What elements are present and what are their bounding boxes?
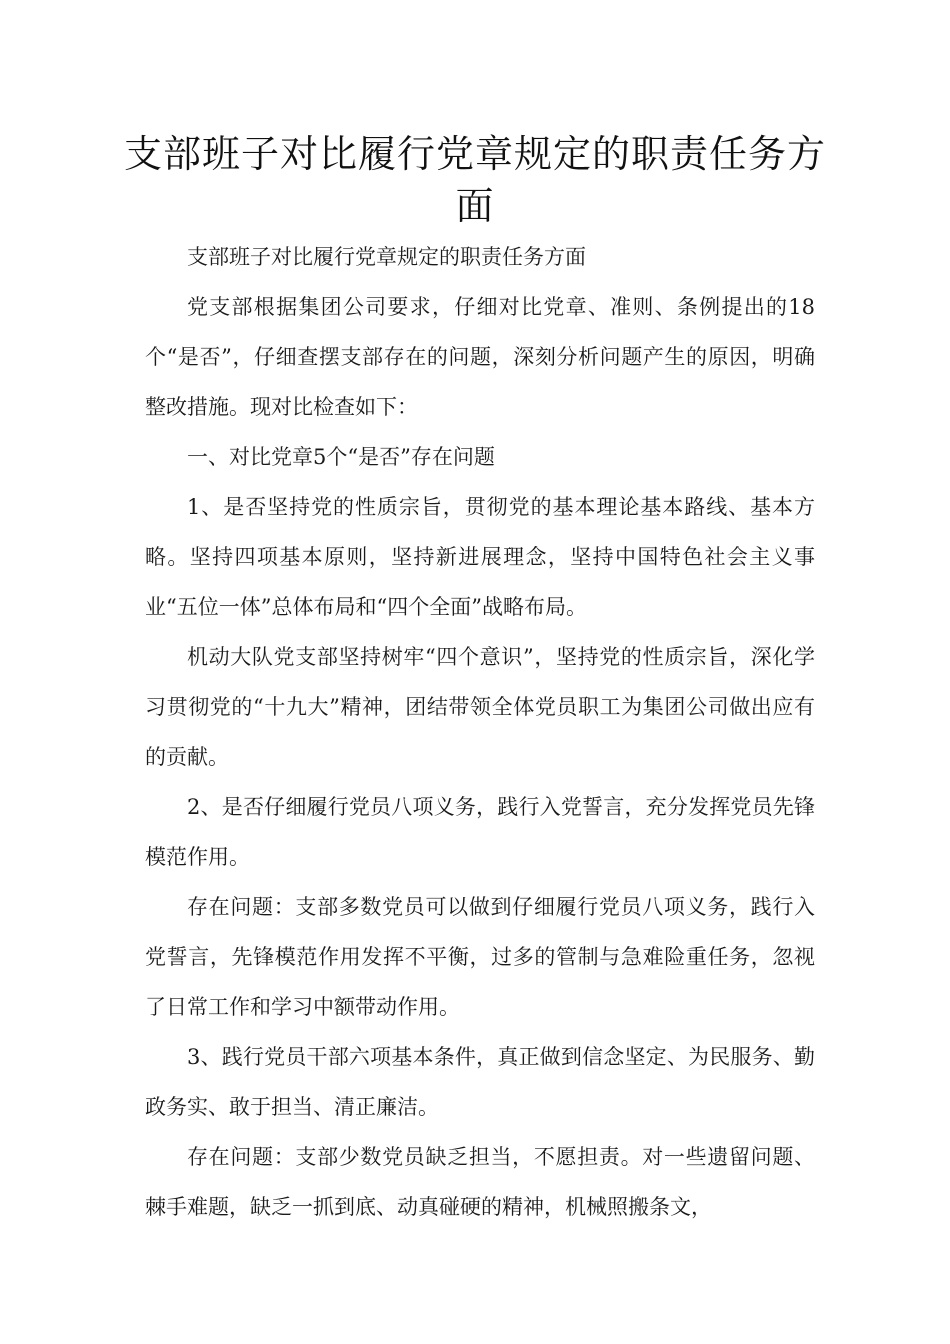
- paragraph-item-1-response: 机动大队党支部坚持树牢“四个意识”，坚持党的性质宗旨，深化学习贯彻党的“十九大”精神，团结带领全体党员职工为集团公司做出应有的贡献。: [145, 645, 815, 769]
- paragraph-subtitle: 支部班子对比履行党章规定的职责任务方面: [187, 245, 586, 269]
- paragraph-intro: 党支部根据集团公司要求，仔细对比党章、准则、条例提出的18个“是否”，仔细查摆支部存在的问题，深刻分析问题产生的原因，明确整改措施。现对比检查如下：: [145, 295, 815, 419]
- section-heading-1: 一、对比党章5个“是否”存在问题: [187, 445, 495, 469]
- paragraph-item-3: 3、践行党员干部六项基本条件，真正做到信念坚定、为民服务、勤政务实、敢于担当、清正廉洁。: [145, 1045, 815, 1119]
- document-title: 支部班子对比履行党章规定的职责任务方面: [123, 132, 826, 228]
- paragraph-item-2-problem: 存在问题：支部多数党员可以做到仔细履行党员八项义务，践行入党誓言，先锋模范作用发挥不平衡，过多的管制与急难险重任务，忽视了日常工作和学习中额带动作用。: [145, 895, 815, 1019]
- document-body: [145, 232, 815, 1232]
- paragraph-item-2: 2、是否仔细履行党员八项义务，践行入党誓言，充分发挥党员先锋模范作用。: [145, 795, 815, 869]
- paragraph-item-3-problem: 存在问题：支部少数党员缺乏担当，不愿担责。对一些遗留问题、棘手难题，缺乏一抓到底、动真碰硬的精神，机械照搬条文，: [145, 1145, 815, 1219]
- paragraph-item-1: 1、是否坚持党的性质宗旨，贯彻党的基本理论基本路线、基本方略。坚持四项基本原则，坚持新进展理念，坚持中国特色社会主义事业“五位一体”总体布局和“四个全面”战略布局。: [145, 495, 815, 619]
